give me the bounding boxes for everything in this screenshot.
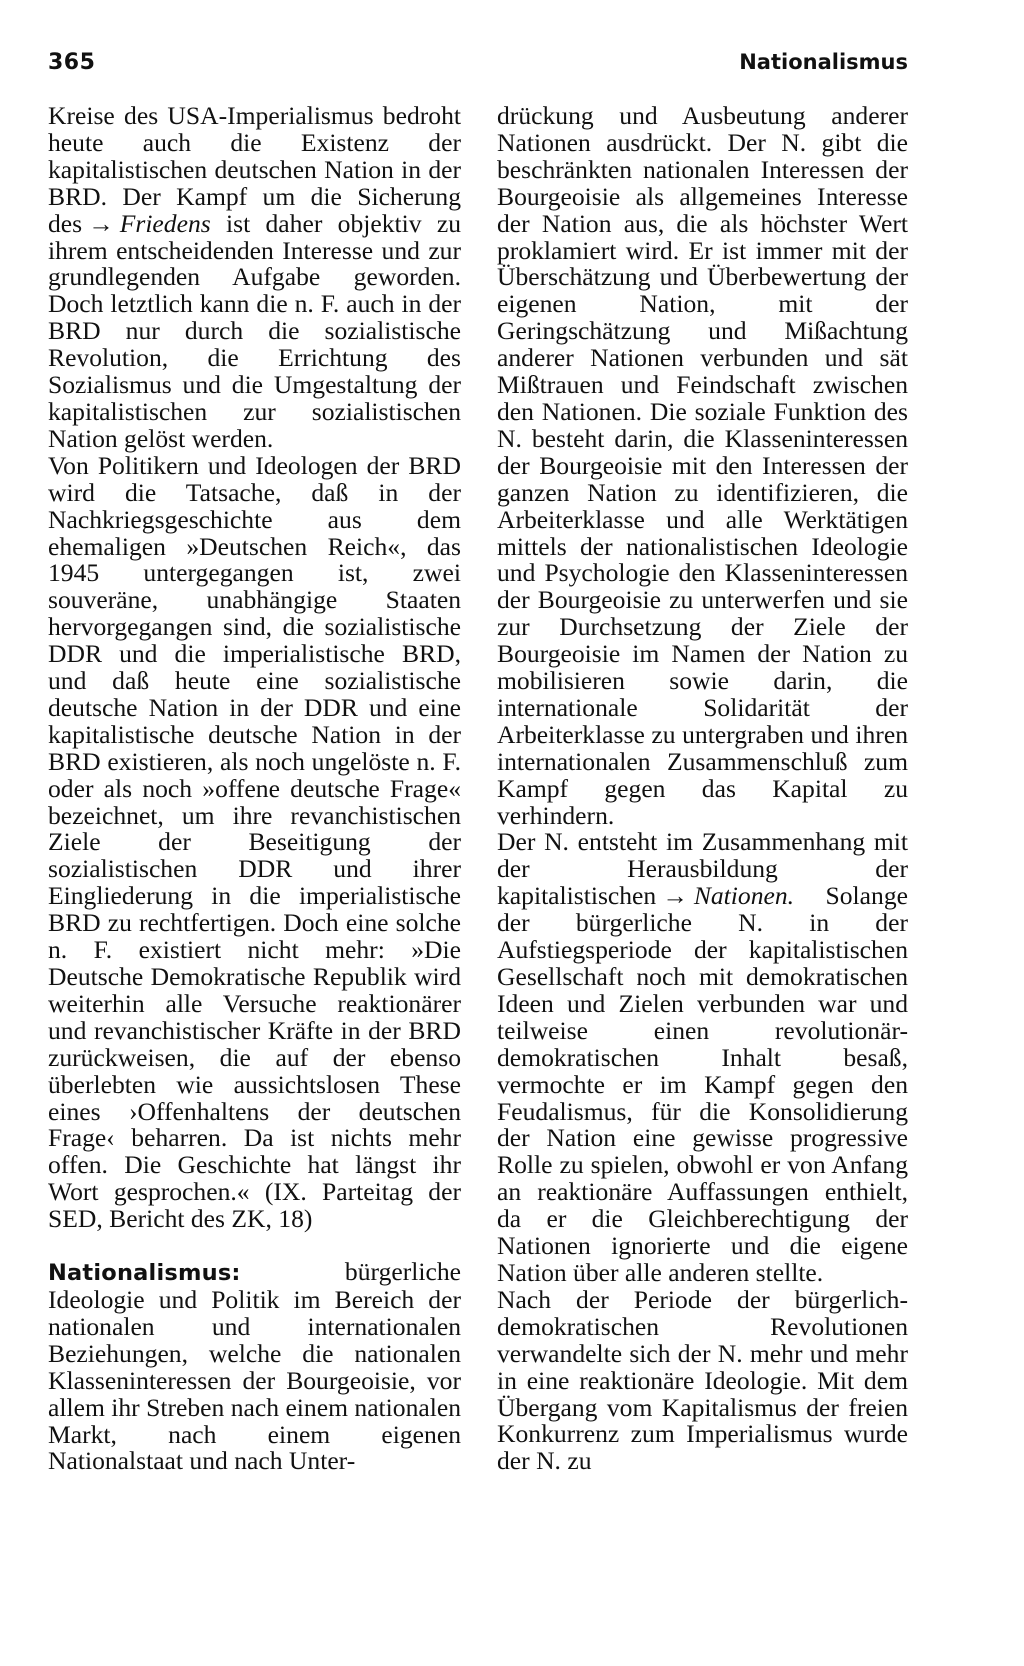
page-header — [48, 50, 908, 82]
running-head: Nationalismus — [739, 50, 908, 74]
dictionary-entry-nationalismus — [48, 1259, 461, 1475]
paragraph-text: Solange der bürgerliche N. in der Aufstiegsperiode der kapitalistischen Gesellschaft noch mit demokratischen Ideen und Zielen verbunden war und teilweise einen revolutionär-demokratischen Inhalt besaß, vermochte er im Kampf gegen den Feudalismus, für die Konsolidierung der Nation eine gewisse progressive Rolle zu spielen, obwohl er von Anfang an reaktionäre Auffassungen enthielt, da er die Gleichberechtigung der Nationen ignorierte und die eigene Nation über alle anderen stellte. — [497, 881, 908, 1287]
cross-reference-friedens: Friedens — [119, 208, 211, 238]
page-number: 365 — [48, 50, 96, 75]
paragraph-social-function: drückung und Ausbeutung anderer Nationen ausdrückt. Der N. gibt die beschränkten nationalen Interessen der Bourgeoisie als allgemeines Interesse der Nation aus, die als höchster Wert proklamiert wird. Er ist immer mit der Überschätzung und Überbewertung der eigenen Nation, mit der Geringschätzung und Mißachtung anderer Nationen verbunden und sät Mißtrauen und Feindschaft zwischen den Nationen. Die soziale Funktion des N. besteht darin, die Klasseninteressen der Bourgeoisie mit den Interessen der ganzen Nation zu identifizieren, die Arbeiterklasse und alle Werktätigen mittels der nationalistischen Ideologie und Psychologie den Klasseninteressen der Bourgeoisie zu unterwerfen und sie zur Durchsetzung der Ziele der Bourgeoisie im Namen der Nation zu mobilisieren sowie darin, die internationale Solidarität der Arbeiterklasse zu untergraben und ihren internationalen Zusammenschluß zum Kampf gegen das Kapital zu verhindern. — [497, 101, 908, 830]
paragraph-text: Der N. entsteht im Zusammenhang mit der Herausbildung der kapitalistischen — [497, 827, 908, 911]
paragraph-national-question-end — [48, 103, 461, 453]
entry-headword: Nationalismus: — [48, 1260, 241, 1287]
paragraph-text: ist daher objektiv zu ihrem entscheidenden Interesse und zur grundlegenden Aufgabe geworden. Doch letztlich kann die n. F. auch in der BRD nur durch die sozialistische Revolution, die Errichtung des Sozialismus und die Umgestaltung der kapitalistischen zur sozialistischen Nation gelöst werden. — [48, 208, 461, 453]
paragraph-text: Kreise des USA-Imperialismus bedroht heute auch die Existenz der kapitalistischen deutschen Nation in der BRD. Der Kampf um die Sicherung des — [48, 101, 461, 238]
left-column — [48, 103, 461, 1475]
cross-reference-nationen: Nationen. — [693, 881, 795, 911]
cross-reference-arrow-icon: → — [88, 208, 114, 238]
paragraph-reactionary-turn: Nach der Periode der bürgerlich-demokratischen Revolutionen verwandelte sich der N. mehr und mehr in eine reaktionäre Ideologie. Mit dem Übergang vom Kapitalismus der freien Konkurrenz zum Imperialismus wurde der N. zu — [497, 1284, 908, 1476]
cross-reference-arrow-icon: → — [662, 881, 688, 911]
paragraph-origin — [497, 829, 908, 1286]
entry-definition: bürgerliche Ideologie und Politik im Bereich der nationalen und internationalen Beziehungen, welche die nationalen Klasseninteressen der Bourgeoisie, vor allem ihr Streben nach einem nationalen Markt, nach einem eigenen Nationalstaat und nach Unter- — [48, 1257, 461, 1476]
right-column — [497, 103, 908, 1475]
paragraph-brd-ideologues: Von Politikern und Ideologen der BRD wird die Tatsache, daß in der Nachkriegsgeschichte aus dem ehemaligen »Deutschen Reich«, das 1945 untergegangen ist, zwei souveräne, unabhängige Staaten hervorgegangen sind, die sozialistische DDR und die imperialistische BRD, und daß heute eine sozialistische deutsche Nation in der DDR und eine kapitalistische deutsche Nation in der BRD existieren, als noch ungelöste n. F. oder als noch »offene deutsche Frage« bezeichnet, um ihre revanchistischen Ziele der Beseitigung der sozialistischen DDR und ihrer Eingliederung in die imperialistische BRD zu rechtfertigen. Doch eine solche n. F. existiert nicht mehr: »Die Deutsche Demokratische Republik wird weiterhin alle Versuche reaktionärer und revanchistischer Kräfte in der BRD zurückweisen, die auf der ebenso überlebten wie aussichtslosen These eines ›Offenhaltens der deutschen Frage‹ beharren. Da ist nichts mehr offen. Die Geschichte hat längst ihr Wort gesprochen.« (IX. Parteitag der SED, Bericht des ZK, 18) — [48, 450, 461, 1234]
